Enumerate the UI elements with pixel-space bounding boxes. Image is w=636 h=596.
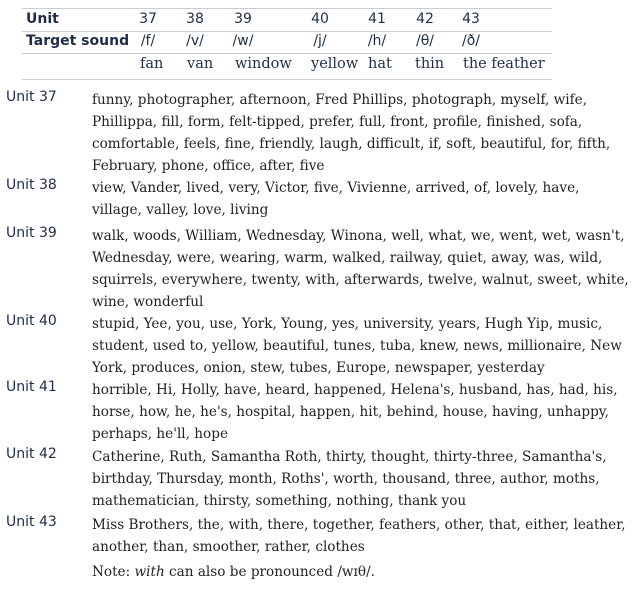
unit-label: Unit 38 [6, 177, 57, 193]
header-example-rule [22, 79, 552, 80]
sound-symbol: /j/ [313, 33, 327, 49]
target-sound-label: Target sound [26, 33, 130, 49]
word-list: Catherine, Ruth, Samantha Roth, thirty, thought, thirty-three, Samantha's, birthday, Thursday, month, Roths', worth, thousand, three, author, moths, mathematician, thirsty, something, nothing, thank you [92, 449, 607, 509]
sound-symbol: /h/ [367, 33, 387, 49]
example-word: hat [368, 56, 392, 72]
word-list: funny, photographer, afternoon, Fred Phillips, photograph, myself, wife, Phillippa, fill, form, felt-tipped, prefer, full, front, profile, finished, sofa, comfortable, feels, fine, friendly, laugh, difficult, if, soft, beautiful, for, fifth, February, phone, office, after, five [92, 92, 611, 174]
word-list: stupid, Yee, you, use, York, Young, yes, university, years, Hugh Yip, music, student, used to, yellow, beautiful, tunes, tuba, knew, news, millionaire, New York, produces, onion, stew, tubes, Europe, newspaper, yesterday [92, 316, 622, 376]
example-word: thin [415, 56, 445, 72]
sound-symbol: /θ/ [416, 33, 434, 49]
unit-number: 37 [139, 11, 157, 27]
unit-number: 41 [368, 11, 386, 27]
word-list: walk, woods, William, Wednesday, Winona, well, what, we, went, wet, wasn't, Wednesday, were, wearing, warm, walked, railway, quiet, away, was, wild, squirrels, everywhere, twenty, with, afterwards, twelve, walnut, sweet, white, wine, wonderful [92, 228, 629, 310]
unit-label: Unit 41 [6, 379, 57, 395]
unit-label: Unit 43 [6, 514, 57, 530]
example-word: van [187, 56, 214, 72]
note-prefix: Note: [92, 564, 135, 580]
word-list: horrible, Hi, Holly, have, heard, happened, Helena's, husband, has, had, his, horse, how, he, he's, hospital, happen, hit, behind, house, having, unhappy, perhaps, he'll, hope [92, 382, 618, 442]
sound-symbol: /f/ [140, 33, 156, 49]
unit-number: 39 [234, 11, 252, 27]
sound-symbol: /v/ [186, 33, 204, 49]
example-word: window [235, 56, 292, 72]
unit-number: 40 [311, 11, 329, 27]
header-bottom-rule [22, 53, 552, 54]
word-list: Miss Brothers, the, with, there, together, feathers, other, that, either, leather, another, than, smoother, rather, clothes [92, 517, 626, 555]
header-top-rule [22, 8, 552, 9]
unit-label: Unit 40 [6, 313, 57, 329]
note-suffix: can also be pronounced /wɪθ/. [164, 564, 375, 580]
example-word: yellow [311, 56, 359, 72]
unit-label: Unit 42 [6, 446, 57, 462]
unit-number: 42 [416, 11, 434, 27]
note-italic-word: with [134, 564, 165, 580]
unit-number: 43 [462, 11, 480, 27]
header-mid-rule [22, 31, 552, 32]
sound-symbol: /ð/ [462, 33, 480, 49]
sound-symbol: /w/ [232, 33, 254, 49]
pronunciation-note [92, 564, 375, 580]
example-word: fan [140, 56, 164, 72]
unit-label: Unit 37 [6, 89, 57, 105]
unit-label: Unit [26, 11, 59, 27]
unit-label: Unit 39 [6, 225, 57, 241]
target-sound-header [0, 0, 636, 82]
unit-number: 38 [186, 11, 204, 27]
word-list: view, Vander, lived, very, Victor, five, Vivienne, arrived, of, lovely, have, village, valley, love, living [92, 180, 580, 218]
example-word: the feather [463, 56, 545, 72]
